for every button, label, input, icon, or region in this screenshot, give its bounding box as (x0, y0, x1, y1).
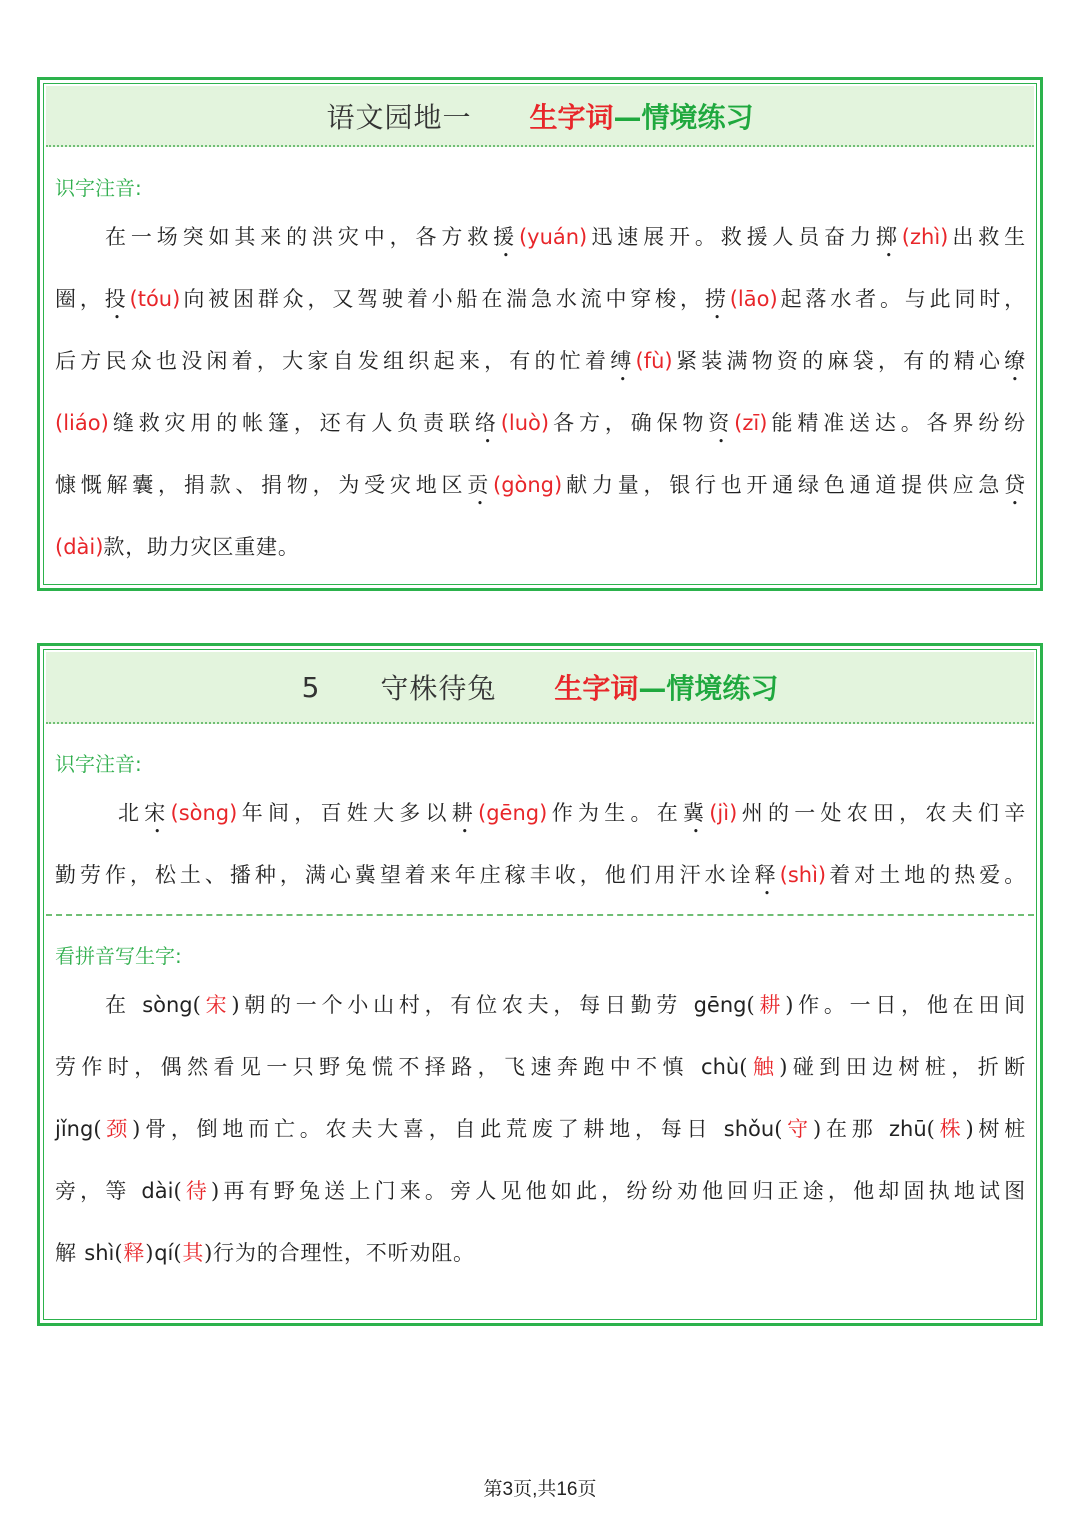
answer-char: 守 (783, 1117, 813, 1141)
card-2 (37, 643, 1043, 1326)
text: 慷慨解囊，捐款、捐物，为受灾地区 (55, 473, 468, 497)
pinyin: (zhì) (901, 225, 949, 249)
section-divider (46, 914, 1034, 916)
pinyin: (luò) (500, 411, 550, 435)
pinyin-prompt: sòng (142, 993, 193, 1017)
text-line (55, 530, 1026, 570)
text-line (55, 282, 1026, 344)
text: 行为的合理性，不听劝阻。 (213, 1241, 475, 1265)
card-2-number: 5 (301, 670, 321, 704)
pinyin-prompt: qí (154, 1241, 174, 1265)
answer-char: 株 (935, 1117, 966, 1141)
card-2-title-green: —情境练习 (638, 672, 779, 705)
dotted-char: 贷 (1004, 473, 1026, 497)
text-line: 旁，等 dài(待)再有野兔送上门来。旁人见他如此，纷纷劝他回归正途，他却固执地试图 (55, 1179, 1026, 1203)
answer-char: 触 (748, 1055, 780, 1079)
text: 迅速展开。救援人员奋力 (587, 225, 876, 249)
text: 后方民众也没闲着，大家自发组织起来，有的忙着 (55, 349, 611, 373)
pinyin: (liáo) (55, 411, 109, 435)
dotted-char: 资 (708, 411, 735, 435)
dotted-char: 宋 (144, 801, 171, 825)
card-2-paragraph-2 (55, 988, 1026, 1276)
pinyin-prompt: dài (141, 1179, 174, 1203)
pinyin-prompt: jǐng (55, 1117, 94, 1141)
dotted-char: 援 (493, 225, 519, 249)
pinyin: (zī) (734, 411, 768, 435)
answer-char: 耕 (755, 993, 786, 1017)
text: 紧装满物资的麻袋，有的精心 (672, 349, 1005, 373)
text: 在一场突如其来的洪灾中，各方救 (105, 225, 494, 249)
dotted-char: 掷 (875, 225, 902, 249)
text: 北 (118, 801, 145, 825)
text: 起落水者。与此同时， (777, 287, 1026, 311)
pinyin: (lāo) (729, 287, 778, 311)
card-2-header (46, 652, 1034, 724)
text: 款，助力灾区重建。 (103, 535, 300, 559)
pinyin: (gòng) (493, 473, 563, 497)
dotted-char: 耕 (451, 801, 478, 825)
pinyin: (sòng) (170, 801, 238, 825)
answer-char: 颈 (102, 1117, 133, 1141)
text-line (55, 406, 1026, 468)
dotted-char: 缭 (1004, 349, 1026, 373)
dotted-char: 贡 (467, 473, 493, 497)
card-1-paragraph (55, 220, 1026, 570)
text: 劳作时，偶然看见一只野兔慌不择路，飞速奔跑中不慎 (55, 1055, 702, 1079)
text: 年间，百姓大多以 (237, 801, 452, 825)
dotted-char: 投 (104, 287, 130, 311)
text: 作为生。在 (547, 801, 683, 825)
card-2-title-red: 生字词 (554, 672, 639, 705)
card-1-title: 语文园地一 (326, 100, 472, 134)
card-1-header (46, 86, 1034, 147)
pinyin: (dài) (55, 535, 104, 559)
text: 碰到田边树桩，折断 (788, 1055, 1026, 1079)
card-1-title-red: 生字词 (529, 100, 614, 134)
text: 各方，确保物 (549, 411, 709, 435)
card-1-title-green: —情境练习 (613, 100, 754, 134)
text-line (55, 344, 1026, 406)
text: 骨，倒地而亡。农夫大喜，自此荒废了耕地，每日 (141, 1117, 724, 1141)
pinyin: (fù) (635, 349, 673, 373)
dotted-char: 释 (754, 863, 780, 887)
answer-char: 宋 (201, 993, 232, 1017)
text: 缝救灾用的帐篷，还有人负责联 (108, 411, 475, 435)
text: 能精准送达。各界纷纷 (767, 411, 1026, 435)
text: 树桩 (974, 1117, 1027, 1141)
text: 旁，等 (55, 1179, 142, 1203)
pinyin: (jì) (709, 801, 738, 825)
card-2-section2-label: 看拼音写生字: (55, 944, 182, 968)
pinyin-prompt: shì (84, 1241, 115, 1265)
text: 州的一处农田，农夫们辛 (737, 801, 1026, 825)
text-line (55, 858, 1026, 896)
pinyin-prompt: chù (701, 1055, 740, 1079)
pinyin-prompt: gēng (693, 993, 747, 1017)
text: 出救生 (948, 225, 1026, 249)
text-line: 劳作时，偶然看见一只野兔慌不择路，飞速奔跑中不慎 chù(触)碰到田边树桩，折断 (55, 1055, 1026, 1079)
pinyin-prompt: shǒu (723, 1117, 775, 1141)
answer-char: 释 (123, 1241, 146, 1265)
dotted-char: 络 (474, 411, 501, 435)
text: 再有野兔送上门来。旁人见他如此，纷纷劝他回归正途，他却固执地试图 (220, 1179, 1026, 1203)
text-line: jǐng(颈)骨，倒地而亡。农夫大喜，自此荒废了耕地，每日 shǒu(守)在那 zhū(株)树桩 (55, 1117, 1027, 1141)
page-number: 第3页,共16页 (483, 1479, 597, 1500)
card-2-section1-label: 识字注音: (55, 752, 142, 776)
answer-char: 待 (182, 1179, 212, 1203)
text: 作。一日，他在田间 (794, 993, 1026, 1017)
answer-char: 其 (182, 1241, 205, 1265)
text: 在 (105, 993, 143, 1017)
pinyin: (gēng) (478, 801, 548, 825)
card-1-section-label: 识字注音: (55, 176, 142, 200)
text-line: 解 shì(释)qí(其)行为的合理性，不听劝阻。 (55, 1241, 475, 1265)
pinyin: (shì) (779, 863, 827, 887)
text-line: 在 sòng(宋)朝的一个小山村，有位农夫，每日勤劳 gēng(耕)作。一日，他在田间 (105, 993, 1026, 1017)
text: 圈， (55, 287, 105, 311)
pinyin: (tóu) (129, 287, 181, 311)
text: 在那 (821, 1117, 889, 1141)
text-line (55, 468, 1026, 530)
dotted-char: 缚 (610, 349, 636, 373)
text: 解 (55, 1241, 85, 1265)
dotted-char: 冀 (682, 801, 710, 825)
text: 朝的一个小山村，有位农夫，每日勤劳 (240, 993, 694, 1017)
text-line (55, 220, 1026, 282)
card-2-paragraph-1 (55, 796, 1026, 896)
text: 着对土地的热爱。 (826, 863, 1026, 887)
text: 向被困群众，又驾驶着小船在湍急水流中穿梭， (180, 287, 705, 311)
text: 勤劳作，松土、播种，满心冀望着来年庄稼丰收，他们用汗水诠 (55, 863, 755, 887)
card-1 (37, 77, 1043, 591)
card-2-title: 守株待兔 (380, 672, 497, 705)
pinyin-prompt: zhū (889, 1117, 927, 1141)
dotted-char: 捞 (704, 287, 730, 311)
text-line (55, 796, 1026, 858)
text: 献力量，银行也开通绿色通道提供应急 (562, 473, 1005, 497)
pinyin: (yuán) (518, 225, 588, 249)
